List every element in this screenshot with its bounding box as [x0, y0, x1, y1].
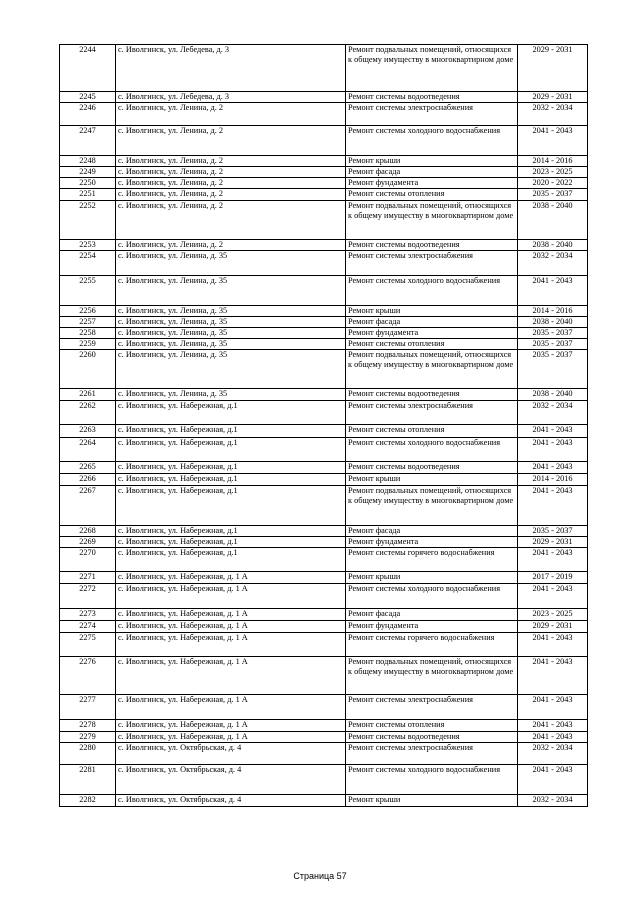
row-number: 2257 [60, 317, 116, 328]
works-table-container [59, 44, 587, 807]
table-row [60, 572, 588, 584]
row-period: 2041 - 2043 [518, 657, 588, 695]
table-row [60, 743, 588, 765]
row-address: с. Иволгинск, ул. Набережная, д.1 [116, 537, 346, 548]
row-work-type: Ремонт подвальных помещений, относящихся к общему имуществу в многоквартирном доме [346, 45, 518, 92]
table-row [60, 732, 588, 743]
row-number: 2249 [60, 167, 116, 178]
row-address: с. Иволгинск, ул. Набережная, д. 1 А [116, 695, 346, 720]
row-work-type: Ремонт системы холодного водоснабжения [346, 126, 518, 156]
table-row [60, 389, 588, 401]
row-work-type: Ремонт системы горячего водоснабжения [346, 633, 518, 657]
row-period: 2032 - 2034 [518, 251, 588, 276]
table-row [60, 462, 588, 474]
row-number: 2278 [60, 720, 116, 732]
row-address: с. Иволгинск, ул. Ленина, д. 2 [116, 201, 346, 240]
row-number: 2273 [60, 609, 116, 621]
row-period: 2038 - 2040 [518, 389, 588, 401]
row-work-type: Ремонт фасада [346, 167, 518, 178]
row-work-type: Ремонт системы электроснабжения [346, 743, 518, 765]
row-address: с. Иволгинск, ул. Ленина, д. 35 [116, 350, 346, 389]
row-work-type: Ремонт системы электроснабжения [346, 401, 518, 425]
row-address: с. Иволгинск, ул. Ленина, д. 35 [116, 276, 346, 306]
page-number: Страница 57 [293, 871, 347, 881]
table-row [60, 438, 588, 462]
row-number: 2272 [60, 584, 116, 609]
table-row [60, 92, 588, 103]
row-address: с. Иволгинск, ул. Набережная, д.1 [116, 462, 346, 474]
row-work-type: Ремонт фасада [346, 317, 518, 328]
table-row [60, 126, 588, 156]
row-work-type: Ремонт системы электроснабжения [346, 251, 518, 276]
table-row [60, 328, 588, 339]
row-number: 2247 [60, 126, 116, 156]
table-row [60, 156, 588, 167]
row-period: 2041 - 2043 [518, 695, 588, 720]
row-number: 2248 [60, 156, 116, 167]
table-row [60, 167, 588, 178]
row-work-type: Ремонт системы водоотведения [346, 462, 518, 474]
row-work-type: Ремонт системы водоотведения [346, 92, 518, 103]
capital-repair-table [59, 44, 588, 807]
row-number: 2261 [60, 389, 116, 401]
table-row [60, 189, 588, 201]
row-address: с. Иволгинск, ул. Октябрьская, д. 4 [116, 765, 346, 795]
row-period: 2029 - 2031 [518, 92, 588, 103]
table-row [60, 45, 588, 92]
table-row [60, 178, 588, 189]
row-address: с. Иволгинск, ул. Ленина, д. 35 [116, 389, 346, 401]
table-row [60, 276, 588, 306]
row-address: с. Иволгинск, ул. Набережная, д.1 [116, 526, 346, 537]
row-work-type: Ремонт системы отопления [346, 189, 518, 201]
row-number: 2252 [60, 201, 116, 240]
row-period: 2035 - 2037 [518, 189, 588, 201]
table-row [60, 584, 588, 609]
row-number: 2251 [60, 189, 116, 201]
row-number: 2253 [60, 240, 116, 251]
table-row [60, 240, 588, 251]
row-period: 2023 - 2025 [518, 609, 588, 621]
table-row [60, 526, 588, 537]
row-period: 2038 - 2040 [518, 240, 588, 251]
row-number: 2260 [60, 350, 116, 389]
row-period: 2032 - 2034 [518, 401, 588, 425]
row-period: 2041 - 2043 [518, 633, 588, 657]
table-row [60, 621, 588, 633]
table-body [60, 45, 588, 807]
table-row [60, 339, 588, 350]
row-period: 2023 - 2025 [518, 167, 588, 178]
row-address: с. Иволгинск, ул. Набережная, д. 1 А [116, 621, 346, 633]
table-row [60, 548, 588, 572]
row-period: 2014 - 2016 [518, 156, 588, 167]
row-period: 2035 - 2037 [518, 339, 588, 350]
row-address: с. Иволгинск, ул. Набережная, д. 1 А [116, 609, 346, 621]
row-period: 2032 - 2034 [518, 795, 588, 807]
row-period: 2032 - 2034 [518, 103, 588, 126]
row-number: 2256 [60, 306, 116, 317]
row-address: с. Иволгинск, ул. Ленина, д. 2 [116, 178, 346, 189]
row-address: с. Иволгинск, ул. Ленина, д. 35 [116, 317, 346, 328]
row-address: с. Иволгинск, ул. Ленина, д. 2 [116, 156, 346, 167]
row-number: 2255 [60, 276, 116, 306]
row-period: 2017 - 2019 [518, 572, 588, 584]
row-number: 2244 [60, 45, 116, 92]
row-address: с. Иволгинск, ул. Ленина, д. 2 [116, 126, 346, 156]
row-number: 2282 [60, 795, 116, 807]
row-number: 2271 [60, 572, 116, 584]
row-work-type: Ремонт системы водоотведения [346, 240, 518, 251]
row-address: с. Иволгинск, ул. Набережная, д.1 [116, 425, 346, 438]
row-period: 2014 - 2016 [518, 474, 588, 486]
row-work-type: Ремонт системы холодного водоснабжения [346, 438, 518, 462]
row-period: 2035 - 2037 [518, 328, 588, 339]
row-number: 2270 [60, 548, 116, 572]
row-address: с. Иволгинск, ул. Октябрьская, д. 4 [116, 743, 346, 765]
row-number: 2264 [60, 438, 116, 462]
row-period: 2041 - 2043 [518, 276, 588, 306]
row-work-type: Ремонт системы холодного водоснабжения [346, 765, 518, 795]
table-row [60, 401, 588, 425]
table-row [60, 609, 588, 621]
row-number: 2279 [60, 732, 116, 743]
row-address: с. Иволгинск, ул. Ленина, д. 2 [116, 167, 346, 178]
row-address: с. Иволгинск, ул. Набережная, д.1 [116, 438, 346, 462]
row-period: 2041 - 2043 [518, 548, 588, 572]
row-work-type: Ремонт фундамента [346, 178, 518, 189]
row-period: 2041 - 2043 [518, 584, 588, 609]
row-number: 2258 [60, 328, 116, 339]
row-work-type: Ремонт подвальных помещений, относящихся к общему имуществу в многоквартирном доме [346, 201, 518, 240]
row-work-type: Ремонт фундамента [346, 621, 518, 633]
row-number: 2277 [60, 695, 116, 720]
table-row [60, 425, 588, 438]
row-work-type: Ремонт крыши [346, 795, 518, 807]
row-work-type: Ремонт системы холодного водоснабжения [346, 584, 518, 609]
row-number: 2275 [60, 633, 116, 657]
row-address: с. Иволгинск, ул. Ленина, д. 2 [116, 189, 346, 201]
table-row [60, 474, 588, 486]
row-address: с. Иволгинск, ул. Ленина, д. 35 [116, 339, 346, 350]
row-address: с. Иволгинск, ул. Набережная, д. 1 А [116, 633, 346, 657]
row-period: 2035 - 2037 [518, 350, 588, 389]
row-address: с. Иволгинск, ул. Лебедева, д. 3 [116, 45, 346, 92]
row-address: с. Иволгинск, ул. Набережная, д.1 [116, 401, 346, 425]
row-address: с. Иволгинск, ул. Октябрьская, д. 4 [116, 795, 346, 807]
row-period: 2041 - 2043 [518, 425, 588, 438]
row-work-type: Ремонт системы отопления [346, 339, 518, 350]
table-row [60, 103, 588, 126]
table-row [60, 251, 588, 276]
row-work-type: Ремонт подвальных помещений, относящихся к общему имуществу в многоквартирном доме [346, 350, 518, 389]
row-work-type: Ремонт фасада [346, 526, 518, 537]
row-address: с. Иволгинск, ул. Набережная, д.1 [116, 486, 346, 526]
row-address: с. Иволгинск, ул. Набережная, д.1 [116, 474, 346, 486]
row-period: 2038 - 2040 [518, 201, 588, 240]
row-work-type: Ремонт системы электроснабжения [346, 103, 518, 126]
row-number: 2262 [60, 401, 116, 425]
row-work-type: Ремонт подвальных помещений, относящихся к общему имуществу в многоквартирном доме [346, 486, 518, 526]
row-work-type: Ремонт системы холодного водоснабжения [346, 276, 518, 306]
row-number: 2268 [60, 526, 116, 537]
row-number: 2266 [60, 474, 116, 486]
row-number: 2245 [60, 92, 116, 103]
row-period: 2041 - 2043 [518, 126, 588, 156]
row-number: 2274 [60, 621, 116, 633]
row-number: 2276 [60, 657, 116, 695]
table-row [60, 537, 588, 548]
table-row [60, 765, 588, 795]
row-address: с. Иволгинск, ул. Набережная, д. 1 А [116, 720, 346, 732]
row-period: 2035 - 2037 [518, 526, 588, 537]
row-period: 2029 - 2031 [518, 621, 588, 633]
row-number: 2254 [60, 251, 116, 276]
table-row [60, 795, 588, 807]
row-period: 2041 - 2043 [518, 732, 588, 743]
table-row [60, 695, 588, 720]
table-row [60, 657, 588, 695]
row-address: с. Иволгинск, ул. Набережная, д. 1 А [116, 657, 346, 695]
row-work-type: Ремонт крыши [346, 156, 518, 167]
row-number: 2259 [60, 339, 116, 350]
table-row [60, 633, 588, 657]
row-number: 2263 [60, 425, 116, 438]
row-work-type: Ремонт системы водоотведения [346, 732, 518, 743]
row-work-type: Ремонт фасада [346, 609, 518, 621]
row-period: 2041 - 2043 [518, 486, 588, 526]
table-row [60, 720, 588, 732]
row-work-type: Ремонт системы отопления [346, 425, 518, 438]
row-period: 2014 - 2016 [518, 306, 588, 317]
row-address: с. Иволгинск, ул. Набережная, д. 1 А [116, 584, 346, 609]
row-address: с. Иволгинск, ул. Ленина, д. 2 [116, 240, 346, 251]
row-address: с. Иволгинск, ул. Ленина, д. 2 [116, 103, 346, 126]
row-address: с. Иволгинск, ул. Набережная, д. 1 А [116, 732, 346, 743]
row-number: 2265 [60, 462, 116, 474]
table-row [60, 350, 588, 389]
row-address: с. Иволгинск, ул. Ленина, д. 35 [116, 328, 346, 339]
row-period: 2032 - 2034 [518, 743, 588, 765]
row-work-type: Ремонт крыши [346, 572, 518, 584]
table-row [60, 486, 588, 526]
row-period: 2041 - 2043 [518, 462, 588, 474]
row-work-type: Ремонт системы водоотведения [346, 389, 518, 401]
row-period: 2041 - 2043 [518, 438, 588, 462]
row-number: 2269 [60, 537, 116, 548]
row-period: 2041 - 2043 [518, 720, 588, 732]
row-number: 2267 [60, 486, 116, 526]
row-number: 2246 [60, 103, 116, 126]
table-row [60, 201, 588, 240]
row-work-type: Ремонт системы горячего водоснабжения [346, 548, 518, 572]
row-number: 2250 [60, 178, 116, 189]
row-period: 2038 - 2040 [518, 317, 588, 328]
row-work-type: Ремонт системы отопления [346, 720, 518, 732]
row-work-type: Ремонт фундамента [346, 328, 518, 339]
table-row [60, 317, 588, 328]
row-address: с. Иволгинск, ул. Набережная, д. 1 А [116, 572, 346, 584]
row-work-type: Ремонт системы электроснабжения [346, 695, 518, 720]
row-period: 2029 - 2031 [518, 45, 588, 92]
table-row [60, 306, 588, 317]
row-address: с. Иволгинск, ул. Ленина, д. 35 [116, 251, 346, 276]
row-address: с. Иволгинск, ул. Лебедева, д. 3 [116, 92, 346, 103]
row-work-type: Ремонт крыши [346, 306, 518, 317]
row-work-type: Ремонт фундамента [346, 537, 518, 548]
row-number: 2281 [60, 765, 116, 795]
row-work-type: Ремонт крыши [346, 474, 518, 486]
row-work-type: Ремонт подвальных помещений, относящихся к общему имуществу в многоквартирном доме [346, 657, 518, 695]
row-address: с. Иволгинск, ул. Набережная, д.1 [116, 548, 346, 572]
row-period: 2041 - 2043 [518, 765, 588, 795]
row-period: 2020 - 2022 [518, 178, 588, 189]
row-address: с. Иволгинск, ул. Ленина, д. 35 [116, 306, 346, 317]
row-period: 2029 - 2031 [518, 537, 588, 548]
row-number: 2280 [60, 743, 116, 765]
